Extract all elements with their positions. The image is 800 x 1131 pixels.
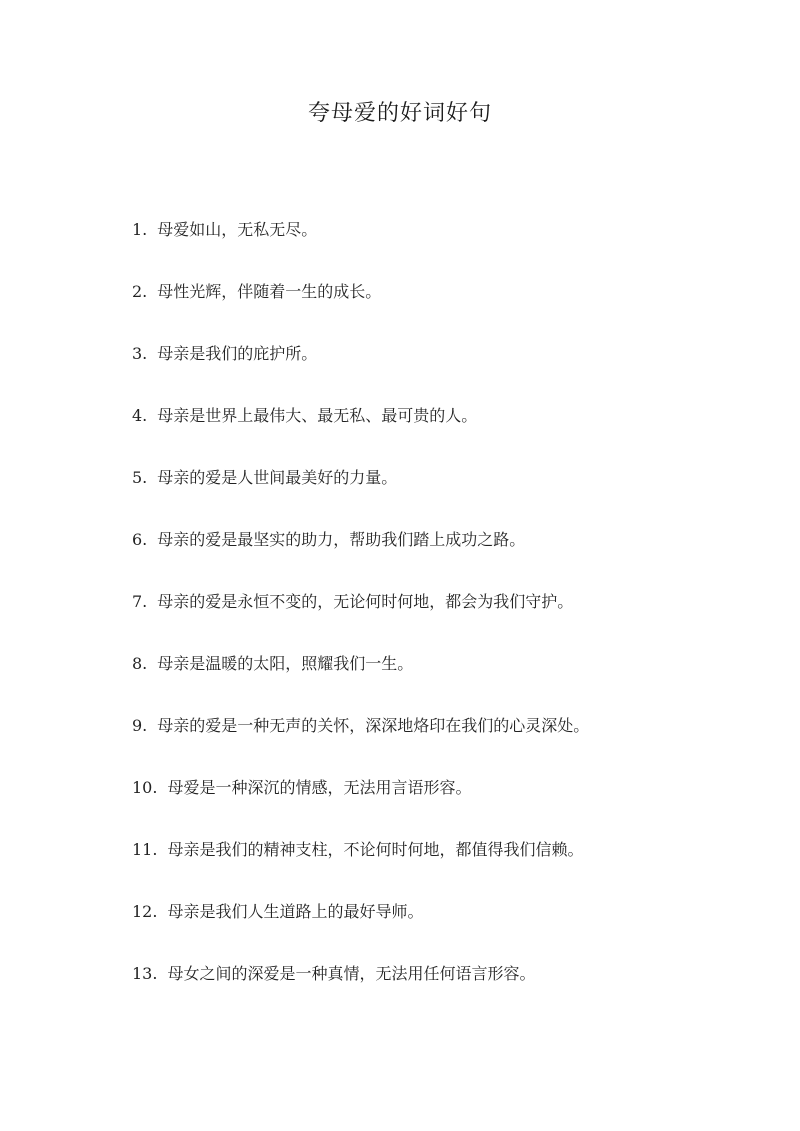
list-item bbox=[132, 342, 772, 404]
sentence-list bbox=[132, 218, 772, 1024]
item-text: 母爱如山，无私无尽。 bbox=[157, 220, 318, 239]
item-number: 11. bbox=[132, 840, 158, 859]
item-text: 母亲的爱是最坚实的助力，帮助我们踏上成功之路。 bbox=[157, 530, 526, 549]
item-number: 10. bbox=[132, 778, 158, 797]
item-number: 7. bbox=[132, 592, 148, 611]
list-item bbox=[132, 218, 772, 280]
list-item bbox=[132, 900, 772, 962]
item-number: 3. bbox=[132, 344, 148, 363]
list-item bbox=[132, 528, 772, 590]
item-number: 8. bbox=[132, 654, 148, 673]
item-number: 2. bbox=[132, 282, 148, 301]
item-text: 母性光辉，伴随着一生的成长。 bbox=[157, 282, 382, 301]
list-item bbox=[132, 652, 772, 714]
item-number: 12. bbox=[132, 902, 158, 921]
item-text: 母亲是我们人生道路上的最好导师。 bbox=[167, 902, 424, 921]
item-text: 母亲是我们的精神支柱，不论何时何地，都值得我们信赖。 bbox=[167, 840, 584, 859]
list-item bbox=[132, 404, 772, 466]
list-item bbox=[132, 776, 772, 838]
item-text: 母女之间的深爱是一种真情，无法用任何语言形容。 bbox=[167, 964, 536, 983]
item-text: 母亲是世界上最伟大、最无私、最可贵的人。 bbox=[157, 406, 478, 425]
item-text: 母亲的爱是人世间最美好的力量。 bbox=[157, 468, 398, 487]
item-number: 13. bbox=[132, 964, 158, 983]
list-item bbox=[132, 838, 772, 900]
item-text: 母爱是一种深沉的情感，无法用言语形容。 bbox=[167, 778, 472, 797]
list-item bbox=[132, 714, 772, 776]
item-number: 9. bbox=[132, 716, 148, 735]
list-item bbox=[132, 962, 772, 1024]
page-title: 夸母爱的好词好句 bbox=[307, 101, 492, 126]
list-item bbox=[132, 466, 772, 528]
item-number: 5. bbox=[132, 468, 148, 487]
list-item bbox=[132, 590, 772, 652]
item-text: 母亲是温暖的太阳，照耀我们一生。 bbox=[157, 654, 414, 673]
item-number: 1. bbox=[132, 220, 148, 239]
item-text: 母亲是我们的庇护所。 bbox=[157, 344, 318, 363]
item-text: 母亲的爱是一种无声的关怀，深深地烙印在我们的心灵深处。 bbox=[157, 716, 590, 735]
item-text: 母亲的爱是永恒不变的，无论何时何地，都会为我们守护。 bbox=[157, 592, 574, 611]
item-number: 4. bbox=[132, 406, 148, 425]
list-item bbox=[132, 280, 772, 342]
item-number: 6. bbox=[132, 530, 148, 549]
